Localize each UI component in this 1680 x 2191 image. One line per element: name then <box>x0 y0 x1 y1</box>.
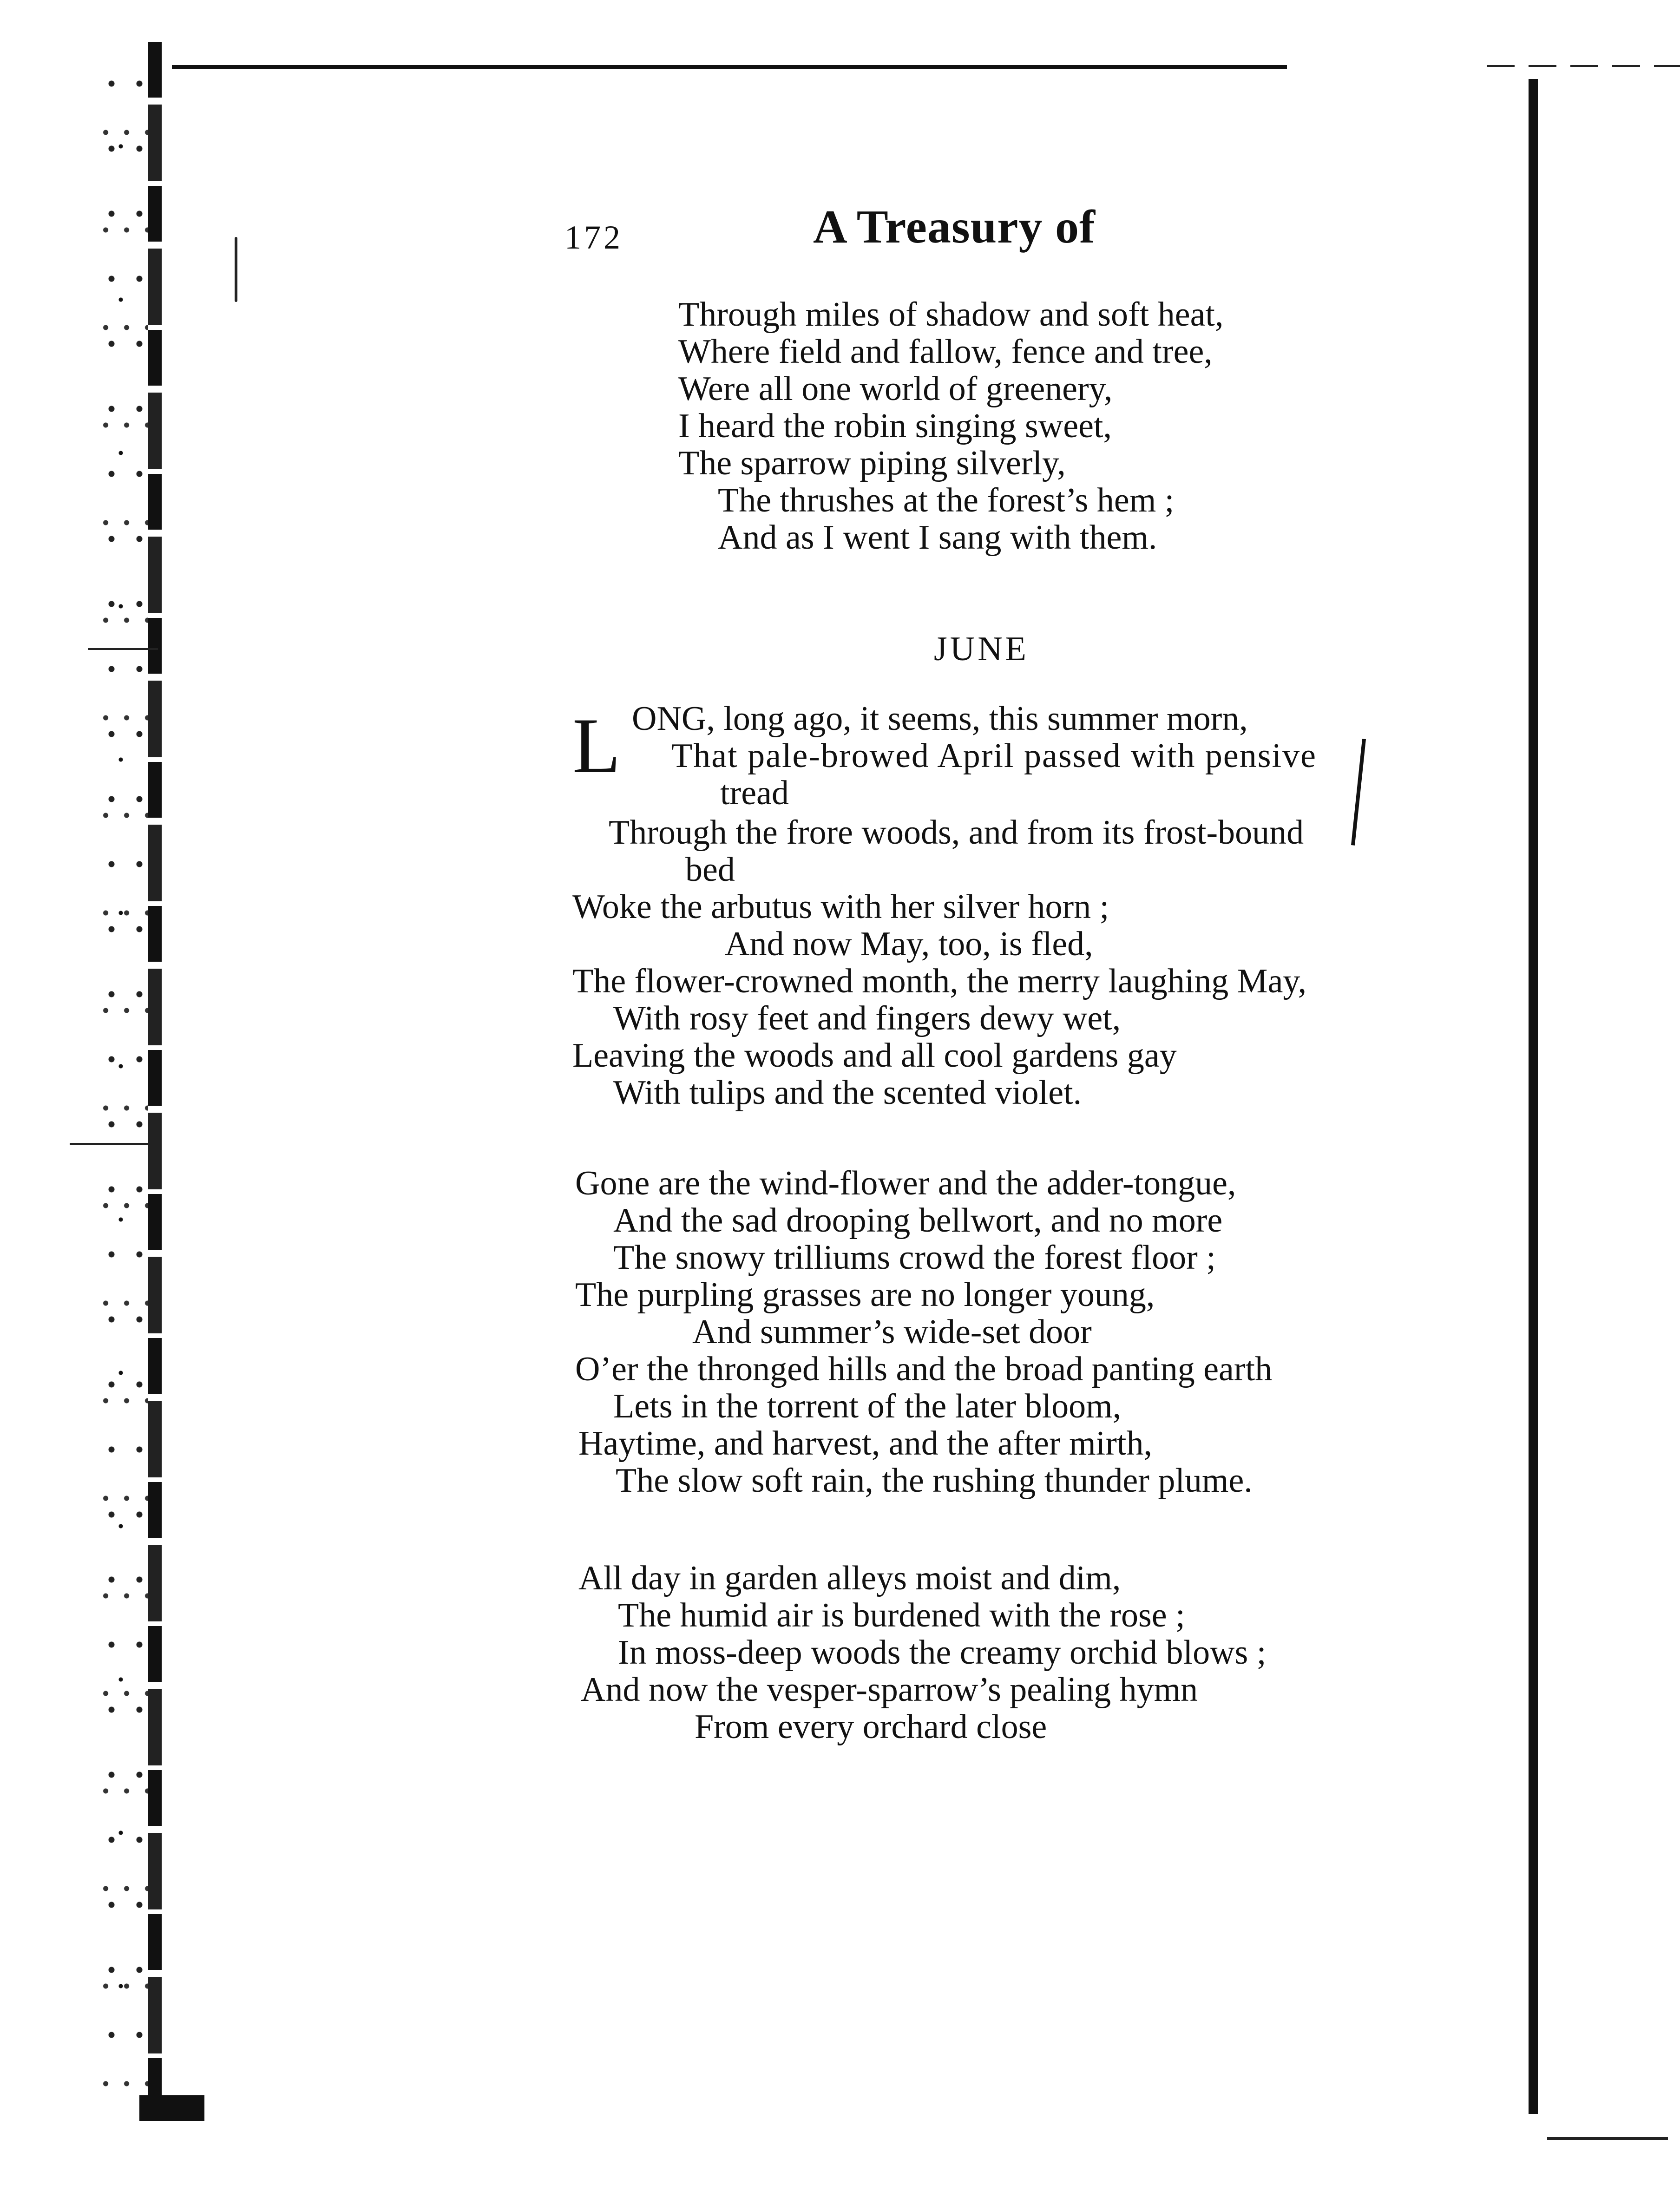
poem-line: Haytime, and harvest, and the after mirth, <box>578 1424 1152 1463</box>
poem-line: The flower-crowned month, the merry laughing May, <box>572 962 1307 1000</box>
top-border-rule-dashed <box>1487 65 1680 67</box>
poem-line: The thrushes at the forest’s hem ; <box>718 481 1175 519</box>
poem-line: The humid air is burdened with the rose ; <box>618 1596 1185 1634</box>
poem-title: JUNE <box>934 630 1029 668</box>
margin-tick <box>70 1143 153 1145</box>
bottom-border-rule <box>1547 2137 1668 2140</box>
poem-line: Through miles of shadow and soft heat, <box>678 295 1224 334</box>
poem-line: The snowy trilliums crowd the forest floor ; <box>613 1239 1216 1277</box>
poem-line: bed <box>685 851 735 889</box>
poem-line: And as I went I sang with them. <box>718 518 1157 557</box>
top-border-rule <box>172 65 1287 69</box>
poem-line: Lets in the torrent of the later bloom, <box>613 1387 1122 1425</box>
poem-line: The purpling grasses are no longer young, <box>575 1276 1155 1314</box>
poem-line: With rosy feet and fingers dewy wet, <box>613 999 1121 1037</box>
poem-line: And summer’s wide-set door <box>692 1313 1092 1351</box>
poem-line: And now the vesper-sparrow’s pealing hymn <box>581 1671 1198 1709</box>
poem-line: Through the frore woods, and from its frost-bound <box>609 813 1304 852</box>
page-number: 172 <box>564 219 623 256</box>
poem-line: Leaving the woods and all cool gardens gay <box>572 1036 1177 1075</box>
binding-shadow <box>93 42 149 2095</box>
poem-line: With tulips and the scented violet. <box>613 1074 1082 1112</box>
poem-line: The sparrow piping silverly, <box>678 444 1066 482</box>
bottom-corner-smudge <box>139 2095 204 2121</box>
poem-line: From every orchard close <box>695 1708 1047 1746</box>
margin-tick <box>88 648 158 650</box>
pencil-margin-mark <box>235 237 237 302</box>
poem-line: Gone are the wind-flower and the adder-tongue, <box>575 1164 1236 1202</box>
poem-line: That pale-browed April passed with pensive <box>671 737 1317 775</box>
poem-line: Woke the arbutus with her silver horn ; <box>572 888 1109 926</box>
poem-line: And the sad drooping bellwort, and no more <box>613 1201 1223 1240</box>
poem-line: The slow soft rain, the rushing thunder plume. <box>616 1462 1253 1500</box>
poem-line: tread <box>720 774 789 812</box>
poem-line: O’er the thronged hills and the broad panting earth <box>575 1350 1273 1388</box>
poem-line: In moss-deep woods the creamy orchid blows ; <box>618 1633 1267 1672</box>
poem-line: Where field and fallow, fence and tree, <box>678 333 1213 371</box>
poem-line: I heard the robin singing sweet, <box>678 407 1112 445</box>
pencil-stroke-mark <box>1351 739 1366 846</box>
poem-line: All day in garden alleys moist and dim, <box>578 1559 1121 1597</box>
binding-edge <box>148 42 162 2095</box>
running-title: A Treasury of <box>813 201 1096 253</box>
poem-line: Were all one world of greenery, <box>678 370 1113 408</box>
poem-line: And now May, too, is fled, <box>725 925 1093 963</box>
drop-cap: L <box>572 702 621 789</box>
right-page-edge <box>1529 79 1538 2114</box>
poem-line: ONG, long ago, it seems, this summer morn, <box>632 700 1248 738</box>
